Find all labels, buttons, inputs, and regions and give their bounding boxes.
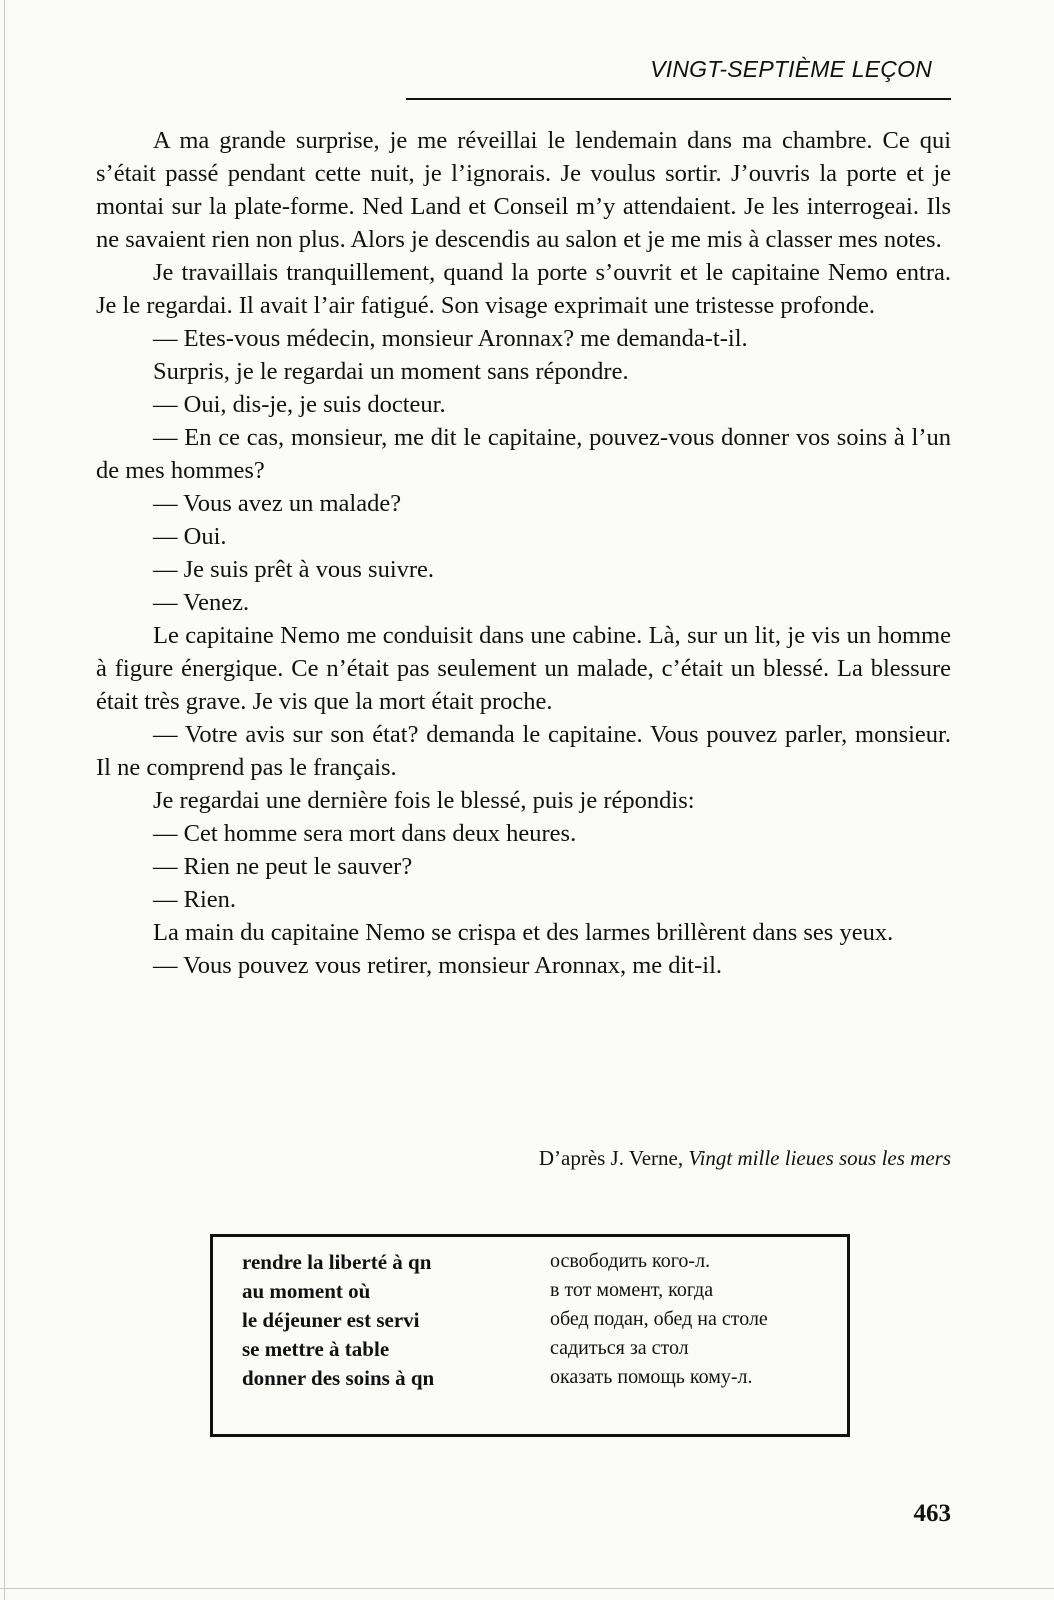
vocabulary-russian: оказать помощь кому-л. — [550, 1366, 753, 1388]
paragraph: Je travaillais tranquillement, quand la porte s’ouvrit et le capitaine Nemo entra. Je le regardai. Il avait l’air fatigué. Son visage exprimait une tristesse profonde. — [96, 259, 951, 319]
paragraph: — Votre avis sur son état? demanda le capitaine. Vous pouvez parler, monsieur. Il ne comprend pas le français. — [96, 721, 951, 781]
body-text — [96, 124, 951, 982]
paragraph: Surpris, je le regardai un moment sans répondre. — [153, 358, 629, 385]
paragraph: A ma grande surprise, je me réveillai le lendemain dans ma chambre. Ce qui s’était passé pendant cette nuit, je l’ignorais. Je voulus sortir. J’ouvris la porte et je montai sur la plate-forme. Ned Land et Conseil m’y attendaient. Je les interrogeai. Ils ne savaient rien non plus. Alors je descendis au salon et je me mis à classer mes notes. — [96, 127, 951, 253]
paragraph: — Oui, dis-je, je suis docteur. — [153, 391, 446, 418]
paragraph: La main du capitaine Nemo se crispa et des larmes brillèrent dans ses yeux. — [153, 919, 894, 946]
paragraph: — Etes-vous médecin, monsieur Aronnax? me demanda-t-il. — [153, 325, 748, 352]
paragraph: — Je suis prêt à vous suivre. — [153, 556, 435, 583]
vocabulary-russian: освободить кого-л. — [550, 1250, 711, 1272]
vocabulary-french: le déjeuner est servi — [242, 1308, 420, 1332]
vocabulary-russian: обед подан, обед на столе — [550, 1308, 768, 1330]
source-citation — [539, 1146, 951, 1171]
vocabulary-box — [210, 1234, 850, 1437]
vocabulary-row — [213, 1250, 847, 1280]
paragraph: Le capitaine Nemo me conduisit dans une cabine. Là, sur un lit, je vis un homme à figure énergique. Ce n’était pas seulement un malade, c’était un blessé. La blessure était très grave. Je vis que la mort était proche. — [96, 622, 951, 715]
paragraph: — Vous pouvez vous retirer, monsieur Aronnax, me dit-il. — [153, 952, 723, 979]
vocabulary-french: au moment où — [242, 1279, 371, 1303]
source-work-title: Vingt mille lieues sous les mers — [688, 1146, 951, 1170]
vocabulary-french: rendre la liberté à qn — [242, 1250, 432, 1274]
running-title: VINGT-SEPTIÈME LEÇON — [650, 56, 932, 82]
paragraph: Je regardai une dernière fois le blessé, puis je répondis: — [153, 787, 695, 814]
page-number: 463 — [913, 1500, 951, 1527]
paragraph: — En ce cas, monsieur, me dit le capitaine, pouvez-vous donner vos soins à l’un de mes hommes? — [96, 424, 951, 484]
vocabulary-russian: в тот момент, когда — [550, 1279, 714, 1301]
vocabulary-french: se mettre à table — [242, 1337, 390, 1361]
header-rule — [406, 98, 951, 100]
paragraph: — Oui. — [153, 523, 227, 550]
vocabulary-row — [213, 1308, 847, 1338]
page-edge — [4, 0, 5, 1600]
paragraph: — Vous avez un malade? — [153, 490, 402, 517]
paragraph: — Rien ne peut le sauver? — [153, 853, 413, 880]
paragraph: — Venez. — [153, 589, 250, 616]
vocabulary-french: donner des soins à qn — [242, 1366, 435, 1390]
page-edge — [0, 1588, 1054, 1589]
paragraph: — Cet homme sera mort dans deux heures. — [153, 820, 577, 847]
vocabulary-row — [213, 1337, 847, 1367]
paragraph: — Rien. — [153, 886, 237, 913]
source-prefix: D’après J. Verne, — [538, 1146, 689, 1170]
vocabulary-russian: садиться за стол — [550, 1337, 689, 1359]
vocabulary-row — [213, 1366, 847, 1396]
vocabulary-row — [213, 1279, 847, 1309]
